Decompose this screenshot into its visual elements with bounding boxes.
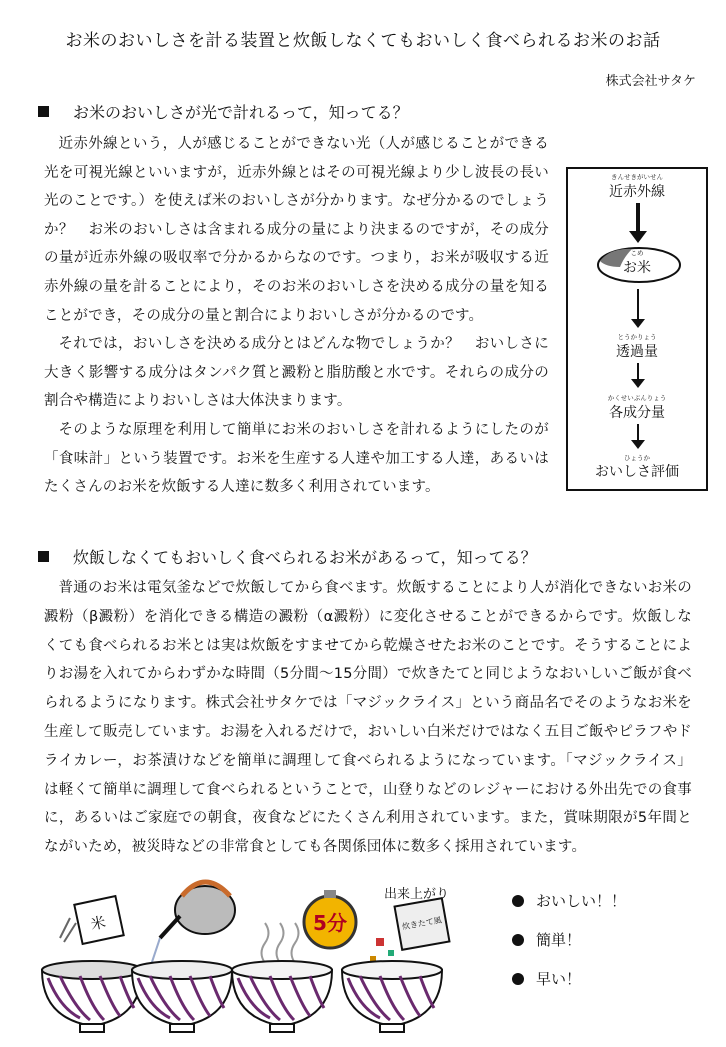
page-title: お米のおいしさを計る装置と炊飯しなくてもおいしく食べられるお米のお話	[65, 31, 661, 51]
section1-heading	[38, 100, 409, 123]
bowl-icon	[42, 961, 142, 1032]
square-bullet-icon	[38, 106, 49, 117]
flow-diagram	[566, 167, 708, 491]
section1-heading-text: お米のおいしさが光で計れるって，知ってる？	[73, 103, 409, 122]
square-bullet-icon	[38, 551, 49, 562]
benefit-item	[512, 968, 626, 989]
bowl-icon	[132, 961, 232, 1032]
arrow-down-icon	[631, 379, 645, 388]
benefit-text: 簡単！	[536, 931, 582, 949]
bullet-dot-icon	[512, 934, 524, 946]
benefit-item	[512, 890, 626, 911]
bullet-dot-icon	[512, 895, 524, 907]
section2-body	[44, 574, 692, 862]
section2-heading	[38, 545, 537, 568]
rice-bag-icon	[60, 896, 124, 944]
arrow-down-icon	[631, 440, 645, 449]
flow-step4: 各成分量	[609, 405, 665, 421]
section1-body	[44, 130, 549, 502]
section2-heading-text: 炊飯しなくてもおいしく食べられるお米があるって，知ってる？	[73, 548, 537, 567]
benefit-text: 早い！	[536, 970, 582, 988]
flow-step1: 近赤外線	[609, 184, 665, 200]
flow-step4-ruby: かくせいぶんりょう	[607, 394, 667, 402]
kettle-icon	[150, 882, 235, 968]
flow-step3-ruby: とうかりょう	[617, 333, 657, 341]
flow-step3: 透過量	[616, 344, 658, 360]
timer-label: 5分	[313, 911, 347, 935]
benefit-list	[512, 890, 626, 1007]
bullet-dot-icon	[512, 973, 524, 985]
section1-paragraph: それでは，おいしさを決める成分とはどんな物でしょうか？ おいしさに大きく影響する成分はタンパク質と澱粉と脂肪酸と水です。それらの成分の割合や構造によりおいしさは大体決まります。	[44, 336, 549, 410]
rice-pack-icon	[370, 898, 449, 962]
flow-arrow-1	[636, 203, 640, 233]
arrow-down-icon	[629, 231, 647, 243]
flow-step1-ruby: きんせきがいせん	[611, 173, 663, 181]
benefit-text: おいしい！！	[536, 892, 627, 910]
bowl-icon	[232, 961, 332, 1032]
section2-paragraph: 普通のお米は電気釜などで炊飯してから食べます。炊飯することにより人が消化できないお米の澱粉（β澱粉）を消化できる構造の澱粉（α澱粉）に変化させることができるからです。炊飯しなくても食べられるお米とは実は炊飯をすませてから乾燥させたお米のことです。そうすることによりお湯を入れてからわずかな時間（5分間～15分間）で炊きたてと同じようなおいしいご飯が食べられるようになります。株式会社サタケでは「マジックライス」という商品名でそのようなお米を生産して販売しています。お湯を入れるだけで，おいしい白米だけではなく五目ご飯やピラフやドライカレー，お茶漬けなどを簡単に調理して食べられるようになっています。「マジックライス」は軽くて簡単に調理して食べられるということで，山登りなどのレジャーにおける外出先での食事に，あるいはご家庭での朝食，夜食などにたくさん利用されています。また，賞味期限が5年間とながいため，被災時などの非常食としても各関係団体に数多く採用されています。	[44, 580, 692, 856]
section1-paragraph: 近赤外線という，人が感じることができない光（人が感じることができる光を可視光線といいますが，近赤外線とはその可視光線より少し波長の長い光のことです。）を使えば米のおいしさが分かります。なぜ分かるのでしょうか？ お米のおいしさは含まれる成分の量により決まるのですが，その成分の量が近赤外線の吸収率で分かるからなのです。つまり，お米が吸収する近赤外線の量を計ることにより，そのお米のおいしさを決める成分の量を知ることができ，その成分の量と割合によりおいしさが分かるのです。	[44, 136, 549, 324]
rice-pack-label: 炊きたて風	[401, 915, 443, 932]
bowl-icon	[342, 961, 442, 1032]
company-name: 株式会社サタケ	[605, 74, 696, 89]
flow-step5-ruby: ひょうか	[624, 454, 650, 462]
flow-arrow-2	[637, 289, 639, 323]
flow-step2: お米	[623, 260, 651, 276]
flow-step2-ruby: こめ	[630, 249, 644, 257]
done-label: 出来上がり	[384, 887, 450, 902]
flow-step5: おいしさ評価	[595, 464, 679, 480]
section1-paragraph: そのような原理を利用して簡単にお米のおいしさを計れるようにしたのが「食味計」という装置です。お米を生産する人達や加工する人達，あるいはたくさんのお米を炊飯する人達に数多く利用されています。	[44, 421, 549, 496]
rice-bag-label: 米	[88, 912, 108, 934]
benefit-item	[512, 929, 626, 950]
arrow-down-icon	[631, 319, 645, 328]
timer-icon	[304, 890, 356, 948]
steam-icon	[262, 923, 299, 963]
